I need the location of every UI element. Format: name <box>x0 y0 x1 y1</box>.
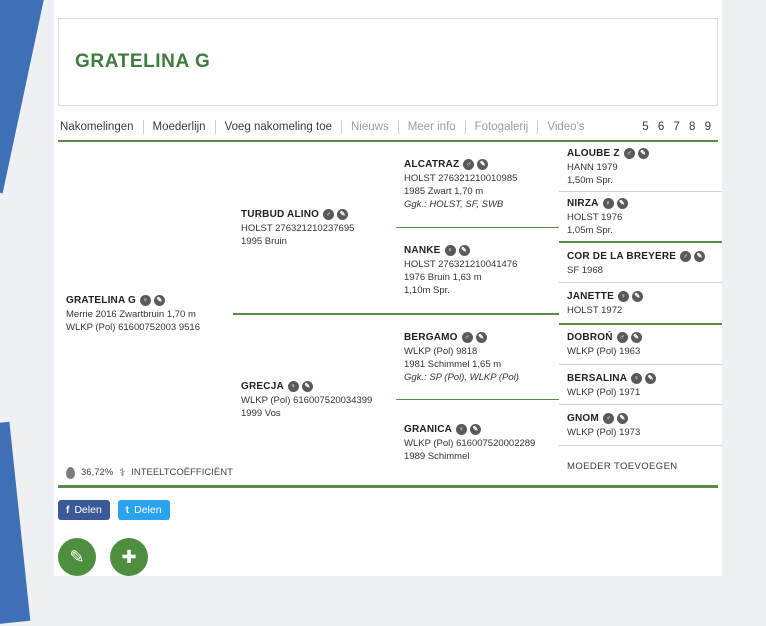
inbreeding-coefficient <box>66 466 233 479</box>
horse-detail-line: 1995 Bruin <box>241 235 287 247</box>
pencil-icon[interactable]: ✎ <box>638 148 649 159</box>
pencil-icon[interactable]: ✎ <box>632 291 643 302</box>
inbreeding-label: INTEELTCOËFFICIËNT <box>131 467 233 478</box>
tab-fotogalerij[interactable]: Fotogalerij <box>466 120 539 134</box>
horse-detail-line: HOLST 1976 <box>567 212 623 223</box>
pedigree-generation-4 <box>559 142 722 485</box>
pedigree-cell-g4-3[interactable] <box>559 241 722 282</box>
horse-name: GRANICA ♀ ✎ <box>404 424 551 435</box>
horse-name: DOBROŃ ♂ ✎ <box>567 332 714 343</box>
pedigree-cell-g3-2[interactable] <box>396 227 559 313</box>
gender-icon: ♀ <box>445 245 456 256</box>
pedigree-chart <box>58 140 718 488</box>
horse-detail-line: 1981 Schimmel 1,65 m <box>404 358 502 370</box>
pedigree-cell-g4-6[interactable] <box>559 364 722 404</box>
gender-icon: ♂ <box>680 251 691 262</box>
horse-detail-line: WLKP (Pol) 616007520002289 <box>404 438 536 450</box>
horse-detail-line: 1999 Vos <box>241 408 281 420</box>
page-container <box>54 0 722 576</box>
decorative-corner-left-bottom <box>0 422 30 626</box>
pencil-icon[interactable]: ✎ <box>617 198 628 209</box>
gender-icon: ♂ <box>617 332 628 343</box>
inbreeding-value: 36,72% <box>81 467 114 478</box>
pencil-icon[interactable]: ✎ <box>694 251 705 262</box>
horse-detail-line: 1976 Bruin 1,63 m <box>404 272 482 284</box>
share-twitter-label: Delen <box>134 504 162 516</box>
horse-name: ALOUBE Z ♂ ✎ <box>567 148 714 159</box>
horse-detail-line: Merrie 2016 Zwartbruin 1,70 m <box>66 309 196 320</box>
gender-icon: ♀ <box>288 381 299 392</box>
facebook-icon: f <box>66 504 70 516</box>
pencil-icon[interactable]: ✎ <box>645 373 656 384</box>
horse-name: GRATELINA G ♀ ✎ <box>66 295 225 306</box>
pencil-icon: ✎ <box>69 546 85 567</box>
horse-approval-line: Ggk.: HOLST, SF, SWB <box>404 199 504 211</box>
horse-detail-line: 1985 Zwart 1,70 m <box>404 186 484 198</box>
horse-detail-line: 1989 Schimmel <box>404 451 470 463</box>
horse-name: GNOM ♂ ✎ <box>567 413 714 424</box>
pedigree-generation-1 <box>58 142 233 485</box>
horse-detail-line: 1,10m Spr. <box>404 285 450 297</box>
gender-icon: ♂ <box>463 159 474 170</box>
pencil-icon[interactable]: ✎ <box>302 381 313 392</box>
horse-detail-line: HOLST 1972 <box>567 304 623 316</box>
share-twitter-button[interactable] <box>118 500 170 520</box>
horse-detail-line: SF 1968 <box>567 264 603 276</box>
tab-nieuws[interactable]: Nieuws <box>342 120 399 134</box>
horse-detail-line: WLKP (Pol) 1963 <box>567 346 641 358</box>
pencil-icon[interactable]: ✎ <box>459 245 470 256</box>
add-fab-button[interactable] <box>110 538 148 576</box>
pedigree-cell-dam[interactable] <box>233 313 396 486</box>
plus-icon: ✚ <box>121 546 137 567</box>
tab-videos[interactable]: Video's <box>547 121 585 133</box>
horse-detail-line: 1,05m Spr. <box>567 225 613 236</box>
pagination[interactable]: 5 6 7 8 9 <box>642 121 714 133</box>
horse-detail-line: HANN 1979 <box>567 162 618 173</box>
pedigree-generation-2 <box>233 142 396 485</box>
pedigree-cell-g3-4[interactable] <box>396 399 559 485</box>
gender-icon: ♀ <box>618 291 629 302</box>
pedigree-cell-g4-1[interactable] <box>559 142 722 191</box>
tab-bar <box>58 120 718 140</box>
pedigree-generation-3 <box>396 142 559 485</box>
horse-name: NANKE ♀ ✎ <box>404 245 551 256</box>
tab-meer-info[interactable]: Meer info <box>399 120 466 134</box>
horse-detail-line: HOLST 276321210237695 <box>241 222 355 234</box>
horse-name: GRECJA ♀ ✎ <box>241 381 388 392</box>
pencil-icon[interactable]: ✎ <box>337 209 348 220</box>
pedigree-cell-g3-3[interactable] <box>396 313 559 400</box>
pedigree-cell-subject[interactable] <box>58 142 233 485</box>
pedigree-cell-sire[interactable] <box>233 142 396 313</box>
horse-detail-line: WLKP (Pol) 61600752003 9516 <box>66 322 200 333</box>
gender-icon: ♂ <box>624 148 635 159</box>
horse-detail-line: 1,50m Spr. <box>567 175 613 186</box>
page-title: GRATELINA G <box>75 51 211 72</box>
gender-icon: ♀ <box>456 424 467 435</box>
horse-name: BERSALINA ♀ ✎ <box>567 373 714 384</box>
pedigree-cell-g3-1[interactable] <box>396 142 559 227</box>
horse-detail-line: WLKP (Pol) 1971 <box>567 386 641 398</box>
pencil-icon[interactable]: ✎ <box>477 159 488 170</box>
pencil-icon[interactable]: ✎ <box>154 295 165 306</box>
share-facebook-button[interactable] <box>58 500 110 520</box>
horse-detail-line: WLKP (Pol) 9818 <box>404 345 478 357</box>
gender-icon: ♀ <box>140 295 151 306</box>
edit-fab-button[interactable] <box>58 538 96 576</box>
horse-name: BERGAMO ♂ ✎ <box>404 332 551 343</box>
pedigree-cell-g4-8-add-dam[interactable] <box>559 445 722 485</box>
horse-name: COR DE LA BREYERE ♂ ✎ <box>567 251 714 262</box>
tab-voeg-nakomeling-toe[interactable]: Voeg nakomeling toe <box>216 120 342 134</box>
add-dam-label[interactable]: MOEDER TOEVOEGEN <box>567 460 678 472</box>
horse-detail-line: WLKP (Pol) 616007520034399 <box>241 395 373 407</box>
share-bar <box>58 500 718 520</box>
horse-name: JANETTE ♀ ✎ <box>567 291 714 302</box>
pencil-icon[interactable]: ✎ <box>631 332 642 343</box>
pedigree-cell-g4-5[interactable] <box>559 323 722 364</box>
tab-moederlijn[interactable]: Moederlijn <box>144 120 216 134</box>
horse-name: NIRZA ♀ ✎ <box>567 198 714 209</box>
dna-icon: ⚕ <box>119 467 126 479</box>
tab-nakomelingen[interactable]: Nakomelingen <box>58 120 144 134</box>
horse-detail-line: HOLST 276321210041476 <box>404 259 518 271</box>
pedigree-cell-g4-7[interactable] <box>559 404 722 444</box>
horse-name: ALCATRAZ ♂ ✎ <box>404 159 551 170</box>
twitter-icon: t <box>125 504 130 516</box>
pencil-icon[interactable]: ✎ <box>476 332 487 343</box>
horse-approval-line: Ggk.: SP (Pol), WLKP (Pol) <box>404 371 519 383</box>
horse-detail-line: HOLST 276321210010985 <box>404 173 518 185</box>
gender-icon: ♂ <box>603 413 614 424</box>
title-panel <box>58 18 718 106</box>
share-facebook-label: Delen <box>74 504 102 516</box>
horse-name: TURBUD ALINO ♂ ✎ <box>241 209 388 220</box>
horse-detail-line: WLKP (Pol) 1973 <box>567 426 641 438</box>
gender-icon: ♂ <box>323 209 334 220</box>
gender-icon: ♀ <box>603 198 614 209</box>
pedigree-cell-g4-4[interactable] <box>559 282 722 322</box>
pedigree-cell-g4-2[interactable] <box>559 191 722 241</box>
pencil-icon[interactable]: ✎ <box>470 424 481 435</box>
pencil-icon[interactable]: ✎ <box>617 413 628 424</box>
blood-drop-icon <box>66 467 75 479</box>
gender-icon: ♀ <box>631 373 642 384</box>
floating-action-buttons <box>58 538 718 576</box>
decorative-corner-left-top <box>0 0 44 193</box>
gender-icon: ♂ <box>462 332 473 343</box>
